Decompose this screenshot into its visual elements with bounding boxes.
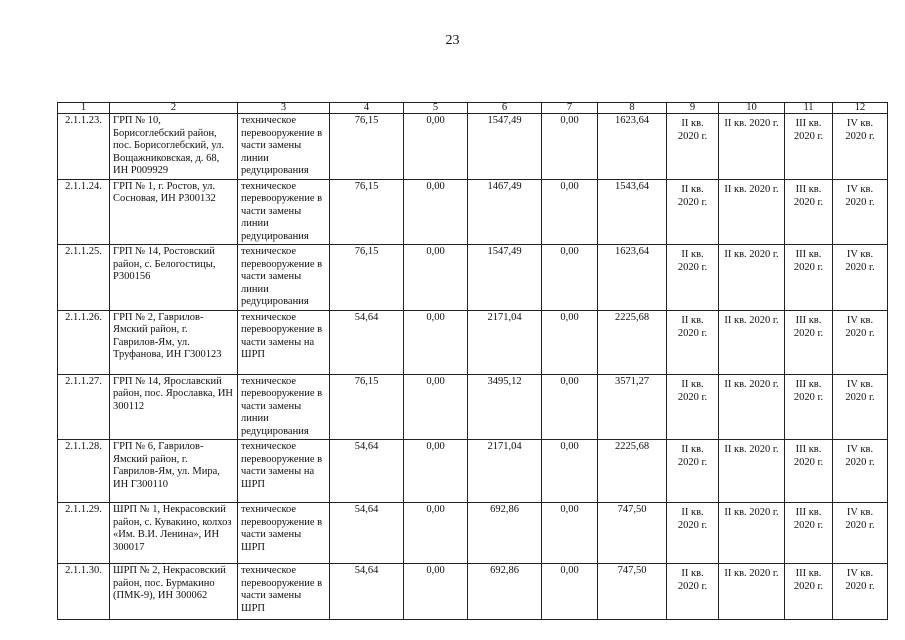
value-cell: 1547,49: [468, 245, 542, 311]
table-row: [58, 503, 888, 564]
total-cell: 1623,64: [598, 245, 667, 311]
value-cell: 1547,49: [468, 114, 542, 180]
quarter-cell: III кв. 2020 г.: [785, 503, 833, 564]
work-type-cell: техническое перевооружение в части замены на ШРП: [238, 310, 330, 374]
work-type-cell: техническое перевооружение в части замены ШРП: [238, 503, 330, 564]
object-name-cell: ГРП № 2, Гаврилов-Ямский район, г. Гаврилов-Ям, ул. Труфанова, ИН Г300123: [110, 310, 238, 374]
object-name-cell: ГРП № 14, Ярославский район, пос. Ярославка, ИН 300112: [110, 374, 238, 440]
value-cell: 2171,04: [468, 440, 542, 503]
value-cell: 54,64: [330, 564, 404, 620]
investment-table: [57, 102, 888, 620]
total-cell: 2225,68: [598, 440, 667, 503]
value-cell: 76,15: [330, 245, 404, 311]
quarter-cell: II кв. 2020 г.: [667, 503, 719, 564]
quarter-cell: II кв. 2020 г.: [667, 114, 719, 180]
quarter-cell: II кв. 2020 г.: [667, 374, 719, 440]
value-cell: 0,00: [404, 374, 468, 440]
column-number-row: [58, 103, 888, 114]
column-header: 3: [238, 103, 330, 114]
object-name-cell: ГРП № 6, Гаврилов-Ямский район, г. Гаврилов-Ям, ул. Мира, ИН Г300110: [110, 440, 238, 503]
value-cell: 0,00: [404, 310, 468, 374]
value-cell: 0,00: [542, 310, 598, 374]
total-cell: 3571,27: [598, 374, 667, 440]
total-cell: 1543,64: [598, 179, 667, 245]
value-cell: 692,86: [468, 564, 542, 620]
quarter-cell: IV кв. 2020 г.: [833, 310, 888, 374]
table-row: [58, 564, 888, 620]
value-cell: 0,00: [542, 564, 598, 620]
value-cell: 0,00: [404, 114, 468, 180]
table-row: [58, 440, 888, 503]
value-cell: 0,00: [542, 374, 598, 440]
row-number-cell: 2.1.1.29.: [58, 503, 110, 564]
column-header: 9: [667, 103, 719, 114]
quarter-cell: IV кв. 2020 г.: [833, 179, 888, 245]
object-name-cell: ГРП № 1, г. Ростов, ул. Сосновая, ИН Р300132: [110, 179, 238, 245]
quarter-cell: II кв. 2020 г.: [719, 374, 785, 440]
total-cell: 747,50: [598, 564, 667, 620]
row-number-cell: 2.1.1.25.: [58, 245, 110, 311]
quarter-cell: IV кв. 2020 г.: [833, 440, 888, 503]
column-header: 2: [110, 103, 238, 114]
value-cell: 1467,49: [468, 179, 542, 245]
total-cell: 2225,68: [598, 310, 667, 374]
column-header: 11: [785, 103, 833, 114]
value-cell: 0,00: [404, 179, 468, 245]
total-cell: 1623,64: [598, 114, 667, 180]
value-cell: 0,00: [542, 245, 598, 311]
quarter-cell: IV кв. 2020 г.: [833, 245, 888, 311]
quarter-cell: III кв. 2020 г.: [785, 114, 833, 180]
value-cell: 0,00: [404, 245, 468, 311]
value-cell: 54,64: [330, 310, 404, 374]
table-row: [58, 310, 888, 374]
value-cell: 0,00: [404, 440, 468, 503]
value-cell: 0,00: [542, 503, 598, 564]
column-header: 10: [719, 103, 785, 114]
value-cell: 3495,12: [468, 374, 542, 440]
value-cell: 0,00: [542, 440, 598, 503]
object-name-cell: ШРП № 2, Некрасовский район, пос. Бурмакино (ПМК-9), ИН 300062: [110, 564, 238, 620]
value-cell: 0,00: [404, 503, 468, 564]
row-number-cell: 2.1.1.27.: [58, 374, 110, 440]
column-header: 5: [404, 103, 468, 114]
row-number-cell: 2.1.1.24.: [58, 179, 110, 245]
work-type-cell: техническое перевооружение в части замены линии редуцирования: [238, 114, 330, 180]
work-type-cell: техническое перевооружение в части замены на ШРП: [238, 440, 330, 503]
column-header: 4: [330, 103, 404, 114]
work-type-cell: техническое перевооружение в части замены ШРП: [238, 564, 330, 620]
value-cell: 76,15: [330, 374, 404, 440]
quarter-cell: II кв. 2020 г.: [719, 503, 785, 564]
quarter-cell: IV кв. 2020 г.: [833, 374, 888, 440]
quarter-cell: II кв. 2020 г.: [719, 310, 785, 374]
quarter-cell: II кв. 2020 г.: [667, 245, 719, 311]
value-cell: 54,64: [330, 503, 404, 564]
table-row: [58, 374, 888, 440]
quarter-cell: IV кв. 2020 г.: [833, 503, 888, 564]
column-header: 8: [598, 103, 667, 114]
value-cell: 0,00: [542, 114, 598, 180]
table-row: [58, 114, 888, 180]
column-header: 6: [468, 103, 542, 114]
total-cell: 747,50: [598, 503, 667, 564]
object-name-cell: ШРП № 1, Некрасовский район, с. Кувакино, колхоз «Им. В.И. Ленина», ИН 300017: [110, 503, 238, 564]
value-cell: 692,86: [468, 503, 542, 564]
quarter-cell: II кв. 2020 г.: [667, 440, 719, 503]
value-cell: 54,64: [330, 440, 404, 503]
quarter-cell: II кв. 2020 г.: [719, 440, 785, 503]
column-header: 12: [833, 103, 888, 114]
row-number-cell: 2.1.1.23.: [58, 114, 110, 180]
row-number-cell: 2.1.1.28.: [58, 440, 110, 503]
value-cell: 0,00: [404, 564, 468, 620]
quarter-cell: III кв. 2020 г.: [785, 179, 833, 245]
work-type-cell: техническое перевооружение в части замены линии редуцирования: [238, 245, 330, 311]
quarter-cell: II кв. 2020 г.: [667, 179, 719, 245]
row-number-cell: 2.1.1.30.: [58, 564, 110, 620]
quarter-cell: IV кв. 2020 г.: [833, 114, 888, 180]
value-cell: 2171,04: [468, 310, 542, 374]
table-row: [58, 245, 888, 311]
column-header: 7: [542, 103, 598, 114]
quarter-cell: III кв. 2020 г.: [785, 564, 833, 620]
table-row: [58, 179, 888, 245]
quarter-cell: II кв. 2020 г.: [719, 245, 785, 311]
quarter-cell: II кв. 2020 г.: [719, 564, 785, 620]
quarter-cell: III кв. 2020 г.: [785, 374, 833, 440]
quarter-cell: II кв. 2020 г.: [667, 564, 719, 620]
value-cell: 76,15: [330, 179, 404, 245]
value-cell: 76,15: [330, 114, 404, 180]
work-type-cell: техническое перевооружение в части замены линии редуцирования: [238, 179, 330, 245]
work-type-cell: техническое перевооружение в части замены линии редуцирования: [238, 374, 330, 440]
quarter-cell: III кв. 2020 г.: [785, 245, 833, 311]
object-name-cell: ГРП № 10, Борисоглебский район, пос. Борисоглебский, ул. Вощажниковская, д. 68, ИН Р009929: [110, 114, 238, 180]
value-cell: 0,00: [542, 179, 598, 245]
column-header: 1: [58, 103, 110, 114]
row-number-cell: 2.1.1.26.: [58, 310, 110, 374]
object-name-cell: ГРП № 14, Ростовский район, с. Белогостицы, Р300156: [110, 245, 238, 311]
page-number: 23: [445, 33, 460, 48]
quarter-cell: II кв. 2020 г.: [719, 179, 785, 245]
quarter-cell: III кв. 2020 г.: [785, 440, 833, 503]
quarter-cell: III кв. 2020 г.: [785, 310, 833, 374]
quarter-cell: II кв. 2020 г.: [719, 114, 785, 180]
quarter-cell: IV кв. 2020 г.: [833, 564, 888, 620]
quarter-cell: II кв. 2020 г.: [667, 310, 719, 374]
